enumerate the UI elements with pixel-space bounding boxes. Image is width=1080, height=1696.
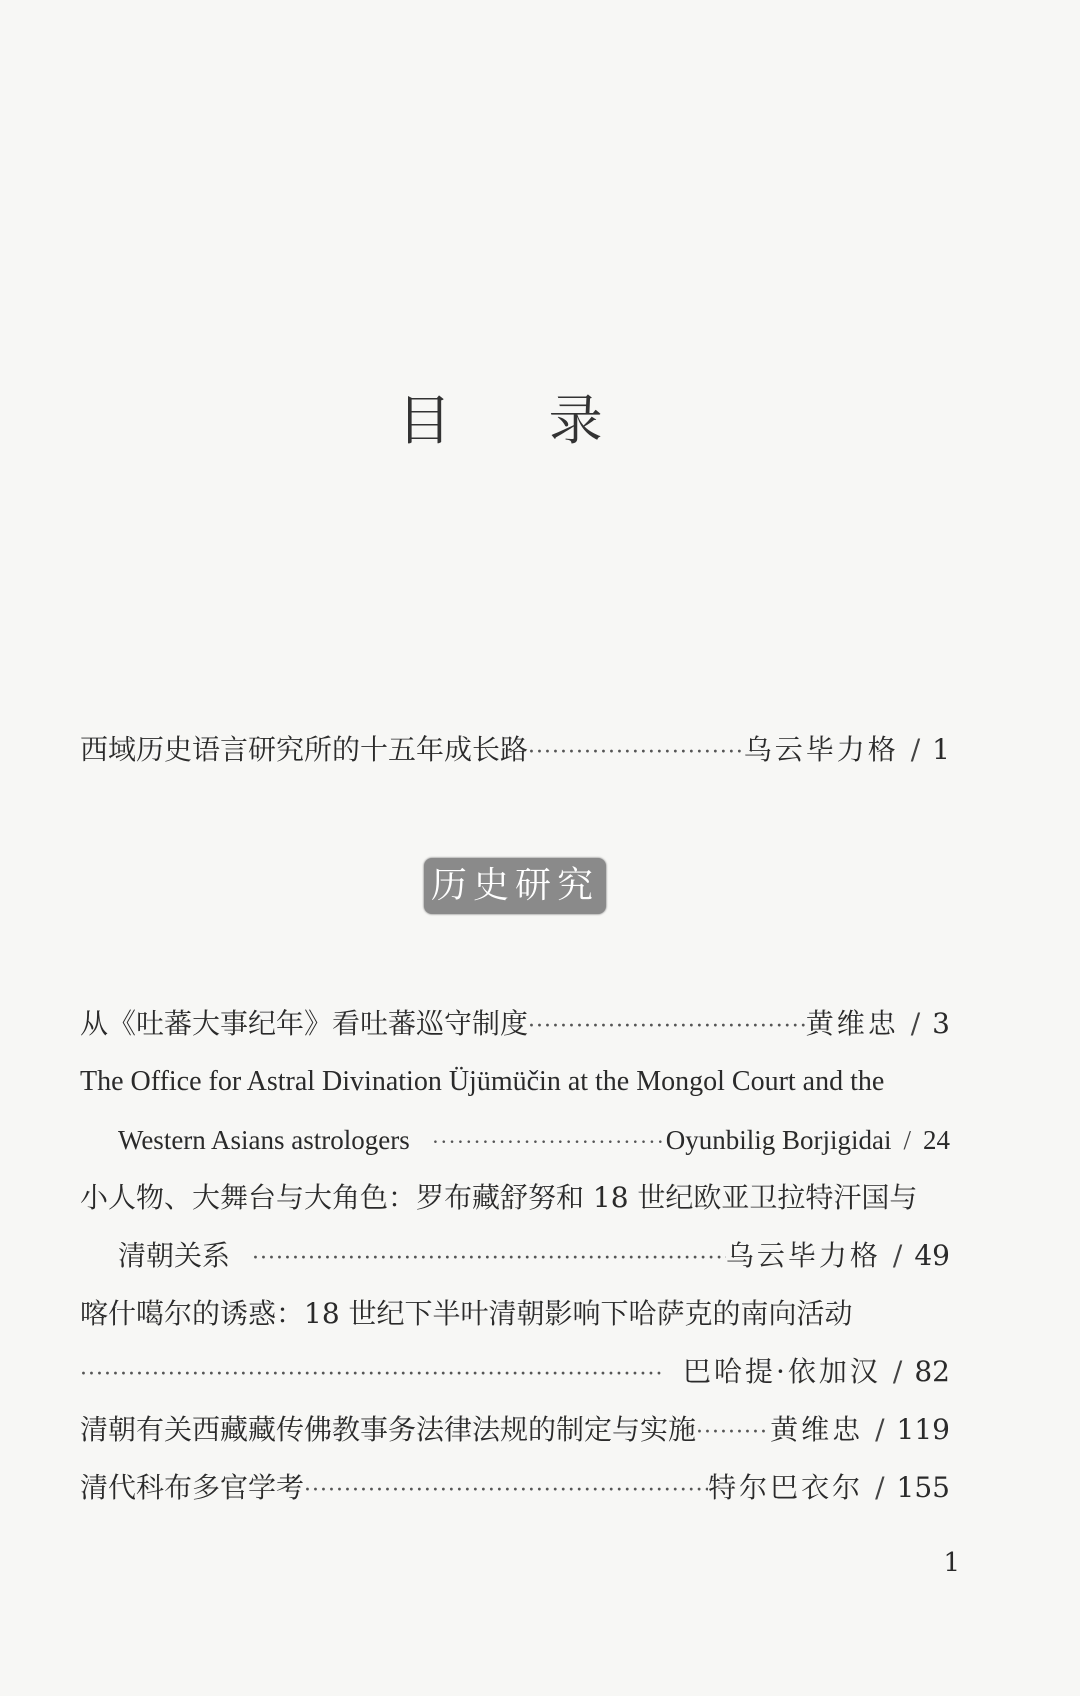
separator: / (875, 1413, 885, 1446)
entry-author: 乌云毕力格 (725, 1239, 881, 1272)
leader-dots (304, 1471, 708, 1511)
toc-entry[interactable] (80, 1468, 950, 1511)
entry-title: 从《吐蕃大事纪年》看吐蕃巡守制度 (80, 1007, 529, 1040)
separator: / (875, 1471, 885, 1504)
separator: / (910, 1007, 921, 1040)
entry-page: 24 (923, 1125, 950, 1155)
entry-author: 特尔巴衣尔 (708, 1471, 864, 1504)
leader-dots (432, 1122, 666, 1162)
entry-author: Oyunbilig Borjigidai (665, 1125, 892, 1155)
entry-title-line2: Western Asians astrologers (118, 1125, 410, 1155)
separator: / (892, 1239, 903, 1272)
entry-page: 119 (896, 1413, 950, 1446)
entry-title: 西域历史语言研究所的十五年成长路 (80, 733, 529, 766)
toc-entry[interactable] (80, 1004, 950, 1047)
separator: / (910, 733, 921, 766)
entry-author: 黄维忠 (805, 1007, 899, 1040)
entry-author: 乌云毕力格 (743, 733, 899, 766)
entry-page: 49 (914, 1239, 950, 1272)
entry-author: 黄维忠 (770, 1413, 864, 1446)
leader-dots (696, 1413, 770, 1453)
leader-dots (80, 1355, 663, 1395)
entry-page: 82 (914, 1355, 950, 1388)
leader-dots (528, 733, 744, 773)
section-heading-badge: 历史研究 (424, 858, 606, 914)
leader-dots (528, 1007, 806, 1047)
page-number: 1 (943, 1548, 960, 1578)
separator: / (892, 1355, 903, 1388)
toc-entry[interactable] (80, 1410, 950, 1453)
toc-entry[interactable] (118, 1236, 950, 1279)
toc-title: 目 录 (397, 389, 643, 452)
toc-entry[interactable] (80, 1352, 950, 1395)
entry-page: 155 (896, 1471, 950, 1504)
entry-page: 3 (932, 1007, 950, 1040)
entry-author: 巴哈提·依加汉 (683, 1355, 881, 1388)
entry-title-line1[interactable]: The Office for Astral Divination Üjümüčin at the Mongol Court and the (80, 1066, 885, 1097)
toc-entry-intro[interactable] (80, 730, 950, 773)
entry-title-line1[interactable]: 喀什噶尔的诱惑：18 世纪下半叶清朝影响下哈萨克的南向活动 (80, 1297, 853, 1330)
entry-title: 清代科布多官学考 (80, 1471, 305, 1504)
entry-title-line2: 清朝关系 (118, 1239, 231, 1272)
entry-page: 1 (932, 733, 950, 766)
entry-title: 清朝有关西藏藏传佛教事务法律法规的制定与实施 (80, 1413, 697, 1446)
leader-dots (252, 1239, 726, 1279)
toc-entry[interactable] (118, 1120, 950, 1162)
separator: / (903, 1125, 911, 1155)
entry-title-line1[interactable]: 小人物、大舞台与大角色：罗布藏舒努和 18 世纪欧亚卫拉特汗国与 (80, 1181, 918, 1214)
